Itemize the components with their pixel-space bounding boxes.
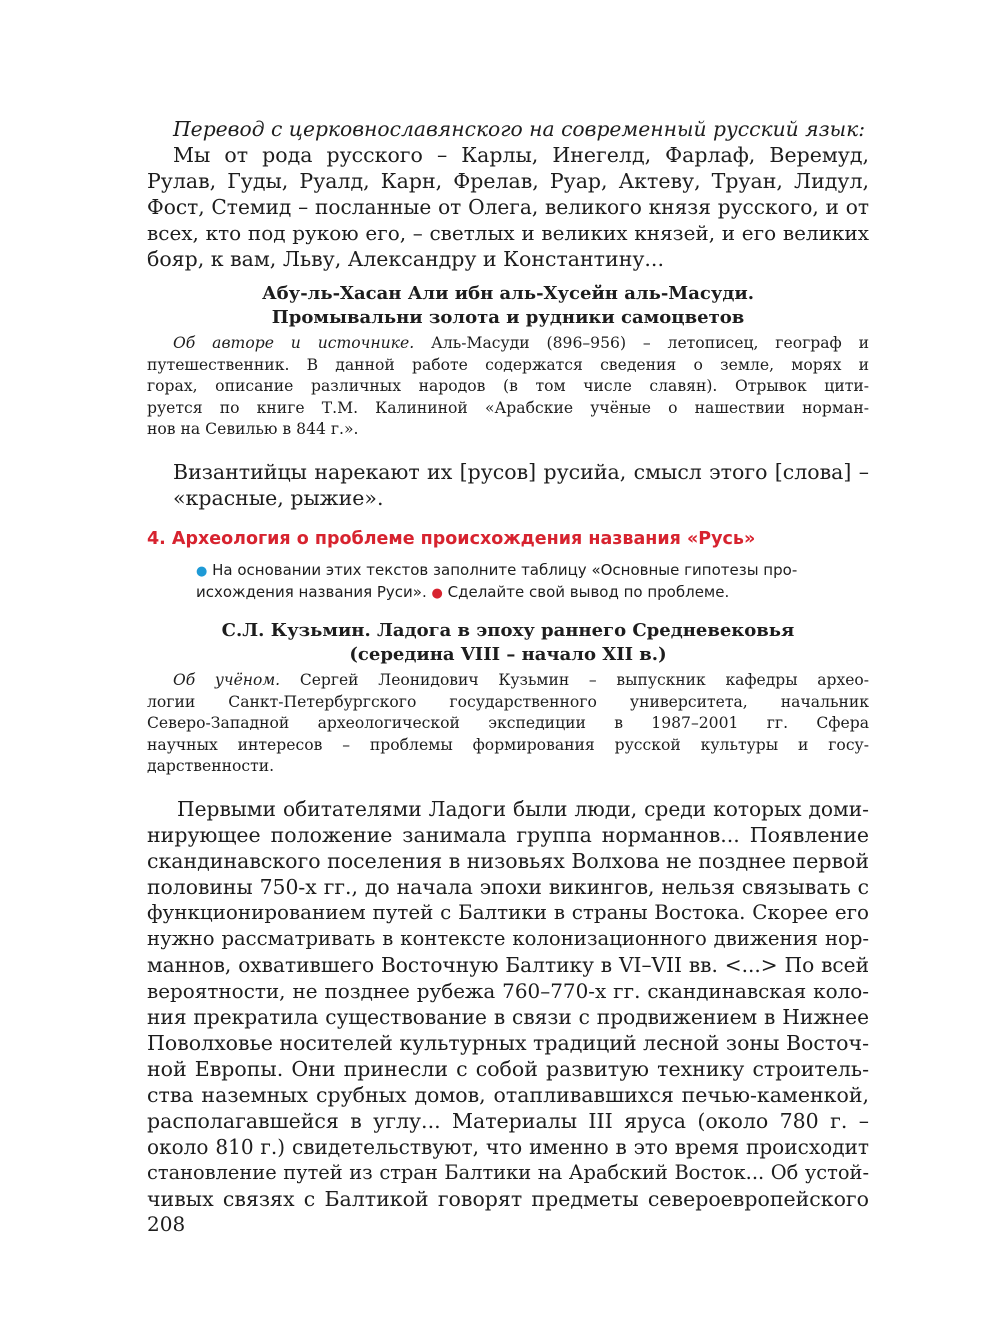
text-line: маннов, охватившего Восточную Балтику в VI–VII вв. <...> По всей: [147, 953, 869, 977]
source2-about-text: Аль-Масуди (896–956) – летописец, географ и: [431, 334, 869, 352]
source3-title-line: С.Л. Кузьмин. Ладога в эпоху раннего Средневековья: [221, 620, 795, 641]
translation-block: [147, 116, 869, 272]
text-line: Первыми обитателями Ладоги были люди, среди которых доми-: [177, 797, 869, 821]
text-line: ния прекратила существование в связи с продвижением в Нижнее: [147, 1005, 869, 1029]
section-title: 4. Археология о проблеме происхождения названия «Русь»: [147, 529, 756, 549]
source3-about-label: Об учёном.: [173, 671, 281, 689]
bullet-red-icon: ●: [431, 586, 443, 601]
source3-about-line: научных интересов – проблемы формирования русской культуры и госу-: [147, 735, 869, 754]
page-number: 208: [147, 1212, 186, 1236]
page-footer: [147, 1212, 869, 1236]
task-text: Сделайте свой вывод по проблеме.: [447, 583, 730, 601]
source3-about-line: Северо-Западной археологической экспедиции в 1987–2001 гг. Сфера: [147, 714, 869, 732]
translation-line: всех, кто под рукою его, – светлых и великих князей, и его великих: [147, 221, 869, 245]
source2-about-line: [147, 333, 869, 355]
text-line: Поволховье носителей культурных традиций лесной зоны Восточ-: [147, 1031, 869, 1055]
text-line: около 810 г.) свидетельствуют, что именно в это время происходит: [147, 1135, 869, 1159]
text-line: становление путей из стран Балтики на Арабский Восток... Об устой-: [147, 1161, 869, 1184]
text-line: функционированием путей с Балтики в страны Востока. Скорее его: [147, 901, 869, 924]
source3-title-line: (середина VIII – начало XII в.): [349, 644, 667, 665]
source3-about: [147, 670, 869, 778]
text-line: нужно рассматривать в контексте колонизационного движения нор-: [147, 927, 869, 950]
translation-line: Фост, Стемид – посланные от Олега, великого князя русского, и от: [147, 195, 869, 219]
text-line: половины 750-х гг., до начала эпохи викингов, нельзя связывать с: [147, 875, 869, 899]
source2-quote-line: Византийцы нарекают их [русов] русийа, смысл этого [слова] –: [173, 460, 869, 484]
source3-text: [147, 796, 869, 1212]
translation-line: бояр, к вам, Льву, Александру и Константину...: [147, 247, 664, 271]
source2-about-label: Об авторе и источнике.: [173, 334, 415, 352]
source2-quote: [147, 459, 869, 511]
text-line: чивых связях с Балтикой говорят предметы североевропейского: [147, 1187, 869, 1211]
source3-about-line: дарственности.: [147, 757, 275, 775]
source2-about-line: руется по книге Т.М. Калининой «Арабские учёные о нашествии норман-: [147, 398, 869, 417]
source3-about-text: Сергей Леонидович Кузьмин – выпускник кафедры архео-: [299, 671, 869, 689]
text-line: нирующее положение занимала группа норманнов... Появление: [147, 823, 869, 847]
task-text: исхождения названия Руси».: [196, 583, 427, 601]
text-line: вероятности, не позднее рубежа 760–770-х гг. скандинавская коло-: [147, 979, 869, 1003]
source2-title-line: Промывальни золота и рудники самоцветов: [271, 307, 745, 328]
task-line: [196, 560, 869, 582]
source3-about-line: логии Санкт-Петербургского государственного университета, начальник: [147, 692, 869, 711]
source3-title: [147, 619, 869, 667]
task-line: [196, 582, 869, 604]
source2-about-line: нов на Севилью в 844 г.».: [147, 420, 359, 438]
text-line: располагавшейся в углу... Материалы III яруса (около 780 г. –: [147, 1109, 869, 1133]
source2-quote-line: «красные, рыжие».: [173, 486, 384, 510]
translation-line: Рулав, Гуды, Руалд, Карн, Фрелав, Руар, Актеву, Труан, Лидул,: [147, 169, 869, 193]
translation-line: Мы от рода русского – Карлы, Инегелд, Фарлаф, Веремуд,: [173, 143, 869, 167]
text-line: ства наземных срубных домов, отапливавшихся печью-каменкой,: [147, 1083, 869, 1107]
source2-about-line: горах, описание различных народов (в том числе славян). Отрывок цити-: [147, 377, 869, 395]
source2-title-line: Абу-ль-Хасан Али ибн аль-Хусейн аль-Масуди.: [262, 283, 754, 304]
source2-about: [147, 333, 869, 441]
translation-heading: Перевод с церковнославянского на современный русский язык:: [173, 117, 866, 141]
source2-about-line: путешественник. В данной работе содержатся сведения о земле, морях и: [147, 355, 869, 374]
text-line: скандинавского поселения в низовьях Волхова не позднее первой: [147, 849, 869, 873]
source3-about-line: [147, 670, 869, 692]
section-4-header: [147, 527, 869, 551]
bullet-blue-icon: ●: [196, 564, 208, 579]
section-4-task: [196, 560, 869, 604]
source2-title: [147, 282, 869, 330]
text-line: ной Европы. Они принесли с собой развитую технику строитель-: [147, 1057, 869, 1081]
task-text: На основании этих текстов заполните таблицу «Основные гипотезы про-: [212, 561, 798, 579]
